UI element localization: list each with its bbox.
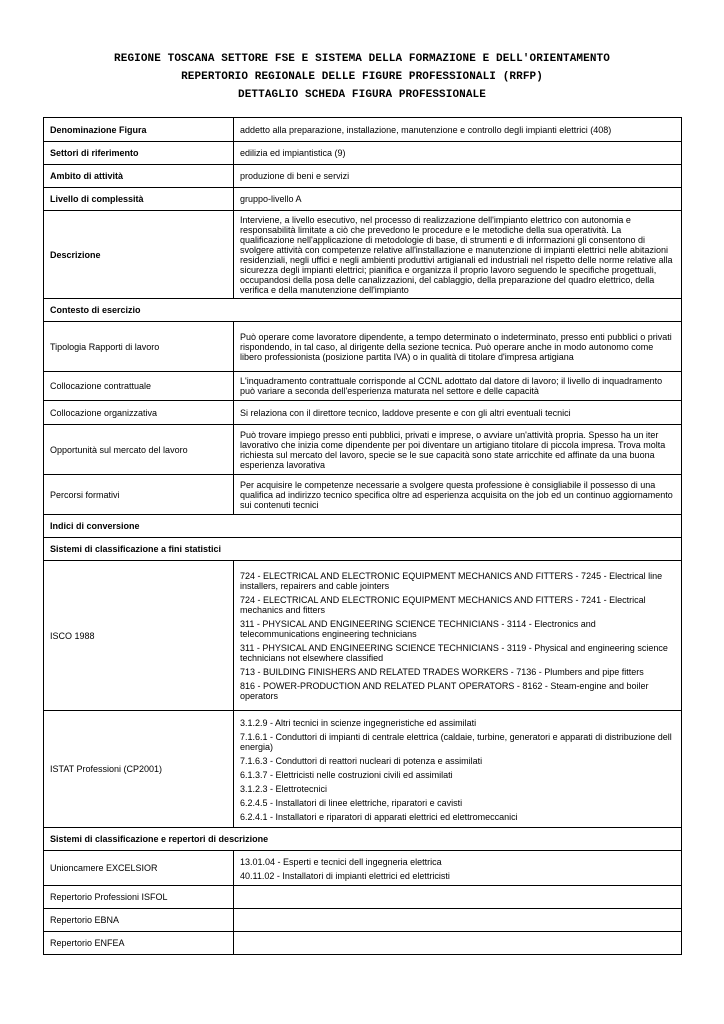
label-collocazione-organizzativa: Collocazione organizzativa — [44, 401, 234, 425]
row-enfea — [44, 932, 682, 955]
section-contesto: Contesto di esercizio — [44, 299, 682, 322]
isco-entry: 724 - ELECTRICAL AND ELECTRONIC EQUIPMENT MECHANICS AND FITTERS - 7241 - Electrical mechanics and fitters — [240, 595, 646, 615]
label-denominazione: Denominazione Figura — [44, 118, 234, 142]
label-collocazione-contrattuale: Collocazione contrattuale — [44, 372, 234, 401]
label-tipologia: Tipologia Rapporti di lavoro — [44, 322, 234, 372]
istat-entry: 6.1.3.7 - Elettricisti nelle costruzioni civili ed assimilati — [240, 769, 453, 780]
figure-details-table — [43, 117, 682, 955]
istat-entry: 3.1.2.9 - Altri tecnici in scienze ingegneristiche ed assimilati — [240, 717, 477, 728]
row-livello — [44, 188, 682, 211]
row-tipologia — [44, 322, 682, 372]
value-unioncamere — [234, 851, 682, 886]
row-contesto-title — [44, 299, 682, 322]
row-collocazione-contrattuale — [44, 372, 682, 401]
document-header — [0, 50, 724, 104]
unioncamere-entry: 40.11.02 - Installatori di impianti elettrici ed elettricisti — [240, 870, 450, 881]
unioncamere-entry: 13.01.04 - Esperti e tecnici dell ingegneria elettrica — [240, 856, 442, 867]
value-opportunita: Può trovare impiego presso enti pubblici, privati e imprese, o avviare un'attività propria. Spesso ha un iter lavorativo che inizia come dipendente per poi diventare un artigiano titolare di piccola impresa. Trova molta richiesta sul mercato del lavoro, specie se le sue capacità sono state arricchite ed affinate da una buona esperienza lavorativa — [234, 425, 682, 475]
row-unioncamere — [44, 851, 682, 886]
row-settori — [44, 142, 682, 165]
label-ambito: Ambito di attività — [44, 165, 234, 188]
value-settori: edilizia ed impiantistica (9) — [234, 142, 682, 165]
label-istat: ISTAT Professioni (CP2001) — [44, 711, 234, 828]
header-line-1: REGIONE TOSCANA SETTORE FSE E SISTEMA DELLA FORMAZIONE E DELL'ORIENTAMENTO — [114, 53, 610, 65]
label-isco: ISCO 1988 — [44, 561, 234, 711]
section-sistemi-descrizione: Sistemi di classificazione e repertori di descrizione — [44, 828, 682, 851]
row-ebna — [44, 909, 682, 932]
row-collocazione-organizzativa — [44, 401, 682, 425]
label-settori: Settori di riferimento — [44, 142, 234, 165]
row-ambito — [44, 165, 682, 188]
row-istat — [44, 711, 682, 828]
value-enfea — [234, 932, 682, 955]
value-tipologia: Può operare come lavoratore dipendente, a tempo determinato o indeterminato, presso enti pubblici o privati rispondendo, in tal caso, al dirigente della sezione tecnica. Può operare anche in modo autonomo come libero professionista (posizione partita IVA) o in qualità di titolare d'impresa artigiana — [234, 322, 682, 372]
label-opportunita: Opportunità sul mercato del lavoro — [44, 425, 234, 475]
label-enfea: Repertorio ENFEA — [44, 932, 234, 955]
istat-entry: 3.1.2.3 - Elettrotecnici — [240, 783, 328, 794]
value-collocazione-organizzativa: Si relaziona con il direttore tecnico, laddove presente e con gli altri eventuali tecnici — [234, 401, 682, 425]
value-istat — [234, 711, 682, 828]
header-line-2: REPERTORIO REGIONALE DELLE FIGURE PROFESSIONALI (RRFP) — [181, 71, 543, 83]
value-descrizione: Interviene, a livello esecutivo, nel processo di realizzazione dell'impianto elettrico con autonomia e responsabilità limitate a ciò che prevedono le procedure e le metodiche della sua operatività. La qualificazione nell'applicazione di metodologie di base, di strumenti e di informazioni gli consentono di svolgere attività con competenze relative all'installazione e manutenzione di impianti elettrici nelle abitazioni residenziali, negli uffici e negli ambienti produttivi artigianali ed industriali nel rispetto delle norme relative alla sicurezza degli impianti elettrici; pianifica e organizza il proprio lavoro seguendo le specifiche progettuali, occupandosi della posa delle canalizzazioni, del cablaggio, della preparazione del quadro elettrico, della verifica e della manutenzione dell'impianto — [234, 211, 682, 299]
istat-entry: 7.1.6.3 - Conduttori di reattori nucleari di potenza e assimilati — [240, 755, 483, 766]
section-sistemi-statistici: Sistemi di classificazione a fini statistici — [44, 538, 682, 561]
row-denominazione — [44, 118, 682, 142]
label-livello: Livello di complessità — [44, 188, 234, 211]
row-isco — [44, 561, 682, 711]
label-ebna: Repertorio EBNA — [44, 909, 234, 932]
row-descrizione — [44, 211, 682, 299]
row-percorsi — [44, 475, 682, 515]
row-sistemi-stat-title — [44, 538, 682, 561]
istat-entry: 7.1.6.1 - Conduttori di impianti di centrale elettrica (caldaie, turbine, generatori e apparati di distribuzione dell energia) — [240, 731, 672, 752]
header-line-3: DETTAGLIO SCHEDA FIGURA PROFESSIONALE — [238, 89, 486, 101]
isco-entry: 311 - PHYSICAL AND ENGINEERING SCIENCE TECHNICIANS - 3114 - Electronics and telecommunications engineering technicians — [240, 619, 596, 639]
value-livello: gruppo-livello A — [234, 188, 682, 211]
row-sistemi-desc-title — [44, 828, 682, 851]
isco-entry: 816 - POWER-PRODUCTION AND RELATED PLANT OPERATORS - 8162 - Steam-engine and boiler operators — [240, 681, 649, 701]
istat-entry: 6.2.4.1 - Installatori e riparatori di apparati elettrici ed elettromeccanici — [240, 811, 518, 822]
isco-entry: 311 - PHYSICAL AND ENGINEERING SCIENCE TECHNICIANS - 3119 - Physical and engineering science technicians not elsewhere classified — [240, 643, 668, 663]
label-percorsi: Percorsi formativi — [44, 475, 234, 515]
label-unioncamere: Unioncamere EXCELSIOR — [44, 851, 234, 886]
section-indici: Indici di conversione — [44, 515, 682, 538]
value-isfol — [234, 886, 682, 909]
value-isco — [234, 561, 682, 711]
value-ambito: produzione di beni e servizi — [234, 165, 682, 188]
isco-entry: 724 - ELECTRICAL AND ELECTRONIC EQUIPMENT MECHANICS AND FITTERS - 7245 - Electrical line installers, repairers and cable jointers — [240, 571, 663, 591]
value-denominazione: addetto alla preparazione, installazione, manutenzione e controllo degli impianti elettrici (408) — [234, 118, 682, 142]
istat-entry: 6.2.4.5 - Installatori di linee elettriche, riparatori e cavisti — [240, 797, 463, 808]
value-percorsi: Per acquisire le competenze necessarie a svolgere questa professione è consigliabile il possesso di una qualifica ad indirizzo tecnico specifica oltre ad esperienza acquisita on the job ed un continuo aggiornamento sui contenuti tecnici — [234, 475, 682, 515]
value-collocazione-contrattuale: L'inquadramento contrattuale corrisponde al CCNL adottato dal datore di lavoro; il livello di inquadramento può variare a seconda dell'esperienza maturata nel settore e delle capacità — [234, 372, 682, 401]
row-indici-title — [44, 515, 682, 538]
isco-entry: 713 - BUILDING FINISHERS AND RELATED TRADES WORKERS - 7136 - Plumbers and pipe fitters — [240, 667, 644, 677]
label-descrizione: Descrizione — [44, 211, 234, 299]
row-isfol — [44, 886, 682, 909]
label-isfol: Repertorio Professioni ISFOL — [44, 886, 234, 909]
row-opportunita — [44, 425, 682, 475]
value-ebna — [234, 909, 682, 932]
